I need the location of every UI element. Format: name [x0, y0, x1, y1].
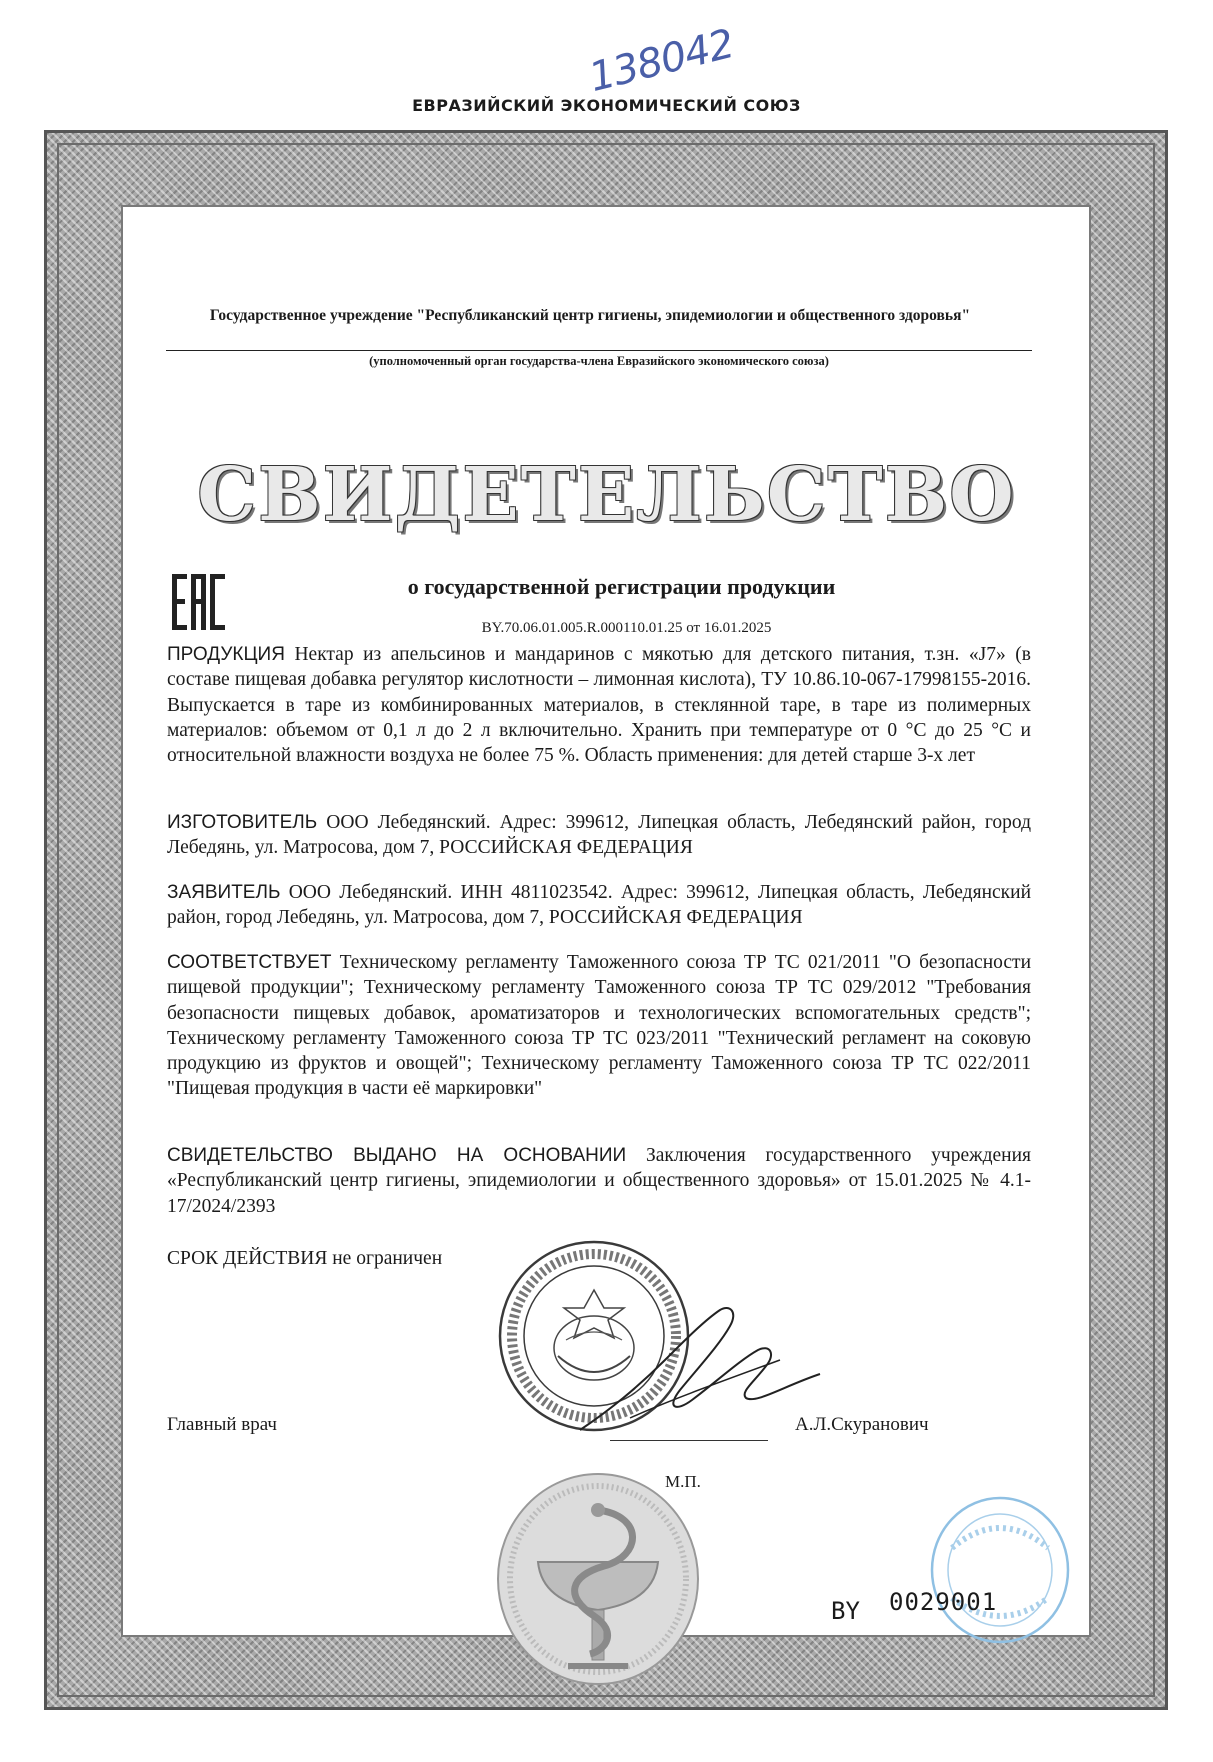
registration-number: BY.70.06.01.005.R.000110.01.25 от 16.01.2025 [481, 620, 772, 636]
basis-text: Заключения государственного учреждения «Республиканский центр гигиены, эпидемиологии и общественного здоровья» от 15.01.2025 № 4.1-17/2024/2393 [167, 1145, 1031, 1217]
signatory-name: А.Л.Скуранович [795, 1414, 929, 1435]
validity-section [167, 1248, 442, 1270]
manufacturer-label: ИЗГОТОВИТЕЛЬ [167, 812, 318, 833]
bowl-of-hygieia-emblem-icon [494, 1470, 702, 1688]
product-text: Нектар из апельсинов и мандаринов с мякотью для детского питания, т.зн. «J7» (в составе пищевая добавка регулятор кислотности – лимонная кислота), ТУ 10.86.10-067-17998155-2016. Выпускается в таре из комбинированных материалов, в стеклянной таре, в таре из полимерных материалов: объемом от 0,1 л до 2 л включительно. Хранить при температуре от 0 °С до 25 °С и относительной влажности воздуха не более 75 %. Область применения: для детей старше 3-х лет [167, 644, 1031, 767]
product-label: ПРОДУКЦИЯ [167, 644, 285, 665]
signatory-title: Главный врач [167, 1414, 277, 1435]
blank-number: 0029001 [889, 1588, 998, 1616]
signature-icon [570, 1290, 830, 1440]
manufacturer-text: ООО Лебедянский. Адрес: 399612, Липецкая область, Лебедянский район, город Лебедянь, ул. Матросова, дом 7, РОССИЙСКАЯ ФЕДЕРАЦИЯ [167, 812, 1031, 859]
conformity-section [167, 950, 1031, 1102]
applicant-section [167, 880, 1031, 931]
issuing-institution: Государственное учреждение "Республиканский центр гигиены, эпидемиологии и общественного здоровья" [209, 307, 971, 324]
signature-line [610, 1440, 768, 1441]
certificate-subtitle: о государственной регистрации продукции [407, 574, 836, 599]
conformity-text: Техническому регламенту Таможенного союза ТР ТС 021/2011 "О безопасности пищевой продукции"; Техническому регламенту Таможенного союза ТР ТС 029/2012 "Требования безопасности пищевых добавок, ароматизаторов и технологических вспомогательных средств"; Техническому регламенту Таможенного союза ТР ТС 023/2011 "Технический регламент на соковую продукцию из фруктов и овощей"; Техническому регламенту Таможенного союза ТР ТС 022/2011 "Пищевая продукция в части её маркировки" [167, 952, 1031, 1100]
manufacturer-section [167, 810, 1031, 861]
applicant-label: ЗАЯВИТЕЛЬ [167, 882, 281, 903]
institution-underline [166, 350, 1032, 351]
applicant-text: ООО Лебедянский. ИНН 4811023542. Адрес: 399612, Липецкая область, Лебедянский район, город Лебедянь, ул. Матросова, дом 7, РОССИЙСКАЯ ФЕДЕРАЦИЯ [167, 882, 1031, 929]
union-name: ЕВРАЗИЙСКИЙ ЭКОНОМИЧЕСКИЙ СОЮЗ [412, 96, 801, 115]
blank-series: BY [831, 1597, 860, 1625]
institution-subtitle: (уполномоченный орган государства-члена Евразийского экономического союза) [369, 354, 829, 368]
validity-text: не ограничен [327, 1248, 443, 1269]
certificate-title: СВИДЕТЕЛЬСТВО [197, 452, 1016, 538]
blue-stamp-icon [922, 1488, 1072, 1648]
validity-label: СРОК ДЕЙСТВИЯ [167, 1248, 328, 1269]
basis-section [167, 1143, 1031, 1219]
handwritten-number: 138042 [584, 20, 739, 102]
product-section [167, 642, 1031, 768]
seal-place-label: М.П. [665, 1472, 701, 1491]
basis-label: СВИДЕТЕЛЬСТВО ВЫДАНО НА ОСНОВАНИИ [167, 1145, 627, 1166]
conformity-label: СООТВЕТСТВУЕТ [167, 952, 332, 973]
